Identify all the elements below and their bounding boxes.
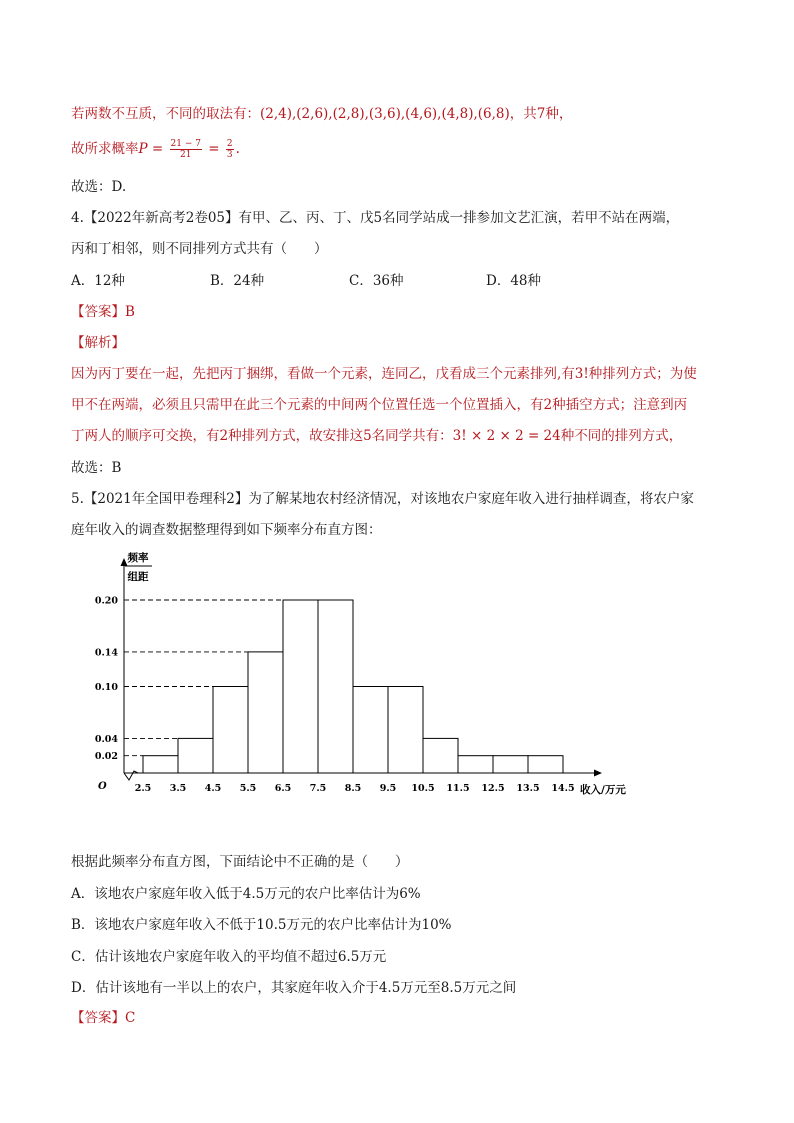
y-axis-arrow: [121, 558, 128, 566]
histogram-bar-1: [178, 738, 213, 773]
histogram-bar-9: [458, 756, 493, 773]
histogram-chart: [90, 545, 650, 805]
y-tick-label-4: 0.20: [94, 595, 118, 607]
q5-option-c: C．估计该地农户家庭年收入的平均值不超过6.5万元: [71, 949, 387, 965]
s1-line2-var: P: [138, 141, 148, 157]
origin-label: O: [98, 781, 107, 792]
s1-line2: [71, 137, 240, 160]
q4-analysis-line1: 因为丙丁要在一起，先把丙丁捆绑，看做一个元素，连同乙，戊看成三个元素排列,有3!种排列方式；为使: [71, 366, 697, 382]
fraction-1-den: 21: [180, 150, 192, 160]
q4-option-d: D．48种: [486, 273, 542, 289]
fraction-1-num: 21 − 7: [170, 139, 201, 149]
q4-option-a: A．12种: [71, 273, 125, 289]
x-tick-label-11: 13.5: [516, 783, 540, 794]
histogram-bar-10: [493, 756, 528, 773]
x-tick-label-2: 4.5: [204, 783, 222, 794]
x-tick-label-1: 3.5: [169, 783, 187, 794]
q5-line2: 庭年收入的调查数据整理得到如下频率分布直方图：: [71, 522, 382, 538]
x-tick-label-0: 2.5: [134, 783, 152, 794]
histogram-bar-11: [528, 756, 563, 773]
fraction-2-num: 2: [226, 139, 233, 149]
y-tick-label-2: 0.10: [94, 682, 118, 693]
y-tick-label-1: 0.04: [94, 733, 118, 745]
q5-option-d: D．估计该地有一半以上的农户，其家庭年收入介于4.5万元至8.5万元之间: [71, 980, 517, 996]
x-tick-label-10: 12.5: [481, 783, 505, 794]
s1-line2-eq2: =: [203, 141, 224, 157]
fraction-2-den: 3: [226, 150, 233, 160]
x-axis-label: 收入/万元: [580, 784, 626, 796]
x-tick-label-6: 8.5: [344, 783, 362, 794]
histogram-bar-8: [423, 738, 458, 773]
q5-line1: 5.【2021年全国甲卷理科2】为了解某地农村经济情况，对该地农户家庭年收入进行抽样调查，将农户家: [71, 491, 694, 507]
x-tick-label-5: 7.5: [309, 783, 327, 794]
axis-break-symbol: [124, 771, 138, 780]
x-tick-label-7: 9.5: [379, 783, 397, 794]
histogram-bar-3: [248, 652, 283, 773]
x-axis-arrow: [594, 770, 602, 777]
q4-option-b: B．24种: [210, 273, 265, 289]
fraction-1: [170, 139, 202, 160]
s1-answer: 故选：D.: [71, 179, 127, 195]
q4-final: 故选：B: [71, 460, 122, 476]
histogram-bar-4: [283, 600, 318, 773]
fraction-2: [226, 139, 234, 160]
histogram-bar-0: [143, 756, 178, 773]
y-axis-label-top: 频率: [127, 552, 149, 564]
q4-line1: 4.【2022年新高考2卷05】有甲、乙、丙、丁、戊5名同学站成一排参加文艺汇演，若甲不站在两端，: [71, 210, 680, 226]
s1-line2-eq: =: [147, 141, 168, 157]
histogram-bar-7: [388, 687, 423, 774]
x-tick-label-3: 5.5: [239, 783, 257, 794]
histogram-bar-2: [213, 687, 248, 774]
histogram-bar-5: [318, 600, 353, 773]
s1-line2-end: .: [235, 141, 240, 157]
y-tick-label-0: 0.02: [94, 751, 118, 763]
x-tick-label-12: 14.5: [551, 783, 575, 794]
x-tick-label-4: 6.5: [274, 783, 292, 794]
q4-analysis-line3: 丁两人的顺序可交换，有2种排列方式，故安排这5名同学共有：3! × 2 × 2 = 24种不同的排列方式，: [71, 428, 683, 444]
y-tick-label-3: 0.14: [94, 647, 118, 659]
x-tick-label-9: 11.5: [446, 783, 470, 794]
x-tick-label-8: 10.5: [411, 783, 435, 794]
q4-analysis-label: 【解析】: [71, 335, 125, 351]
histogram-bar-6: [353, 687, 388, 774]
q5-question: 根据此频率分布直方图，下面结论中不正确的是（ ）: [71, 854, 409, 870]
q4-option-c: C．36种: [349, 273, 404, 289]
s1-line1: 若两数不互质，不同的取法有：(2,4),(2,6),(2,8),(3,6),(4,6),(4,8),(6,8)，共7种，: [71, 106, 573, 122]
q5-option-a: A．该地农户家庭年收入低于4.5万元的农户比率估计为6%: [71, 886, 421, 902]
q4-line2: 丙和丁相邻，则不同排列方式共有（ ）: [71, 241, 328, 257]
q5-answer-label: 【答案】C: [71, 1010, 136, 1026]
q4-answer-label: 【答案】B: [71, 304, 135, 320]
y-axis-label-bottom: 组距: [127, 571, 149, 583]
s1-line2-prefix: 故所求概率: [71, 141, 139, 157]
q4-analysis-line2: 甲不在两端，必须且只需甲在此三个元素的中间两个位置任选一个位置插入，有2种插空方式；注意到丙: [71, 397, 688, 413]
q5-option-b: B．该地农户家庭年收入不低于10.5万元的农户比率估计为10%: [71, 917, 452, 933]
